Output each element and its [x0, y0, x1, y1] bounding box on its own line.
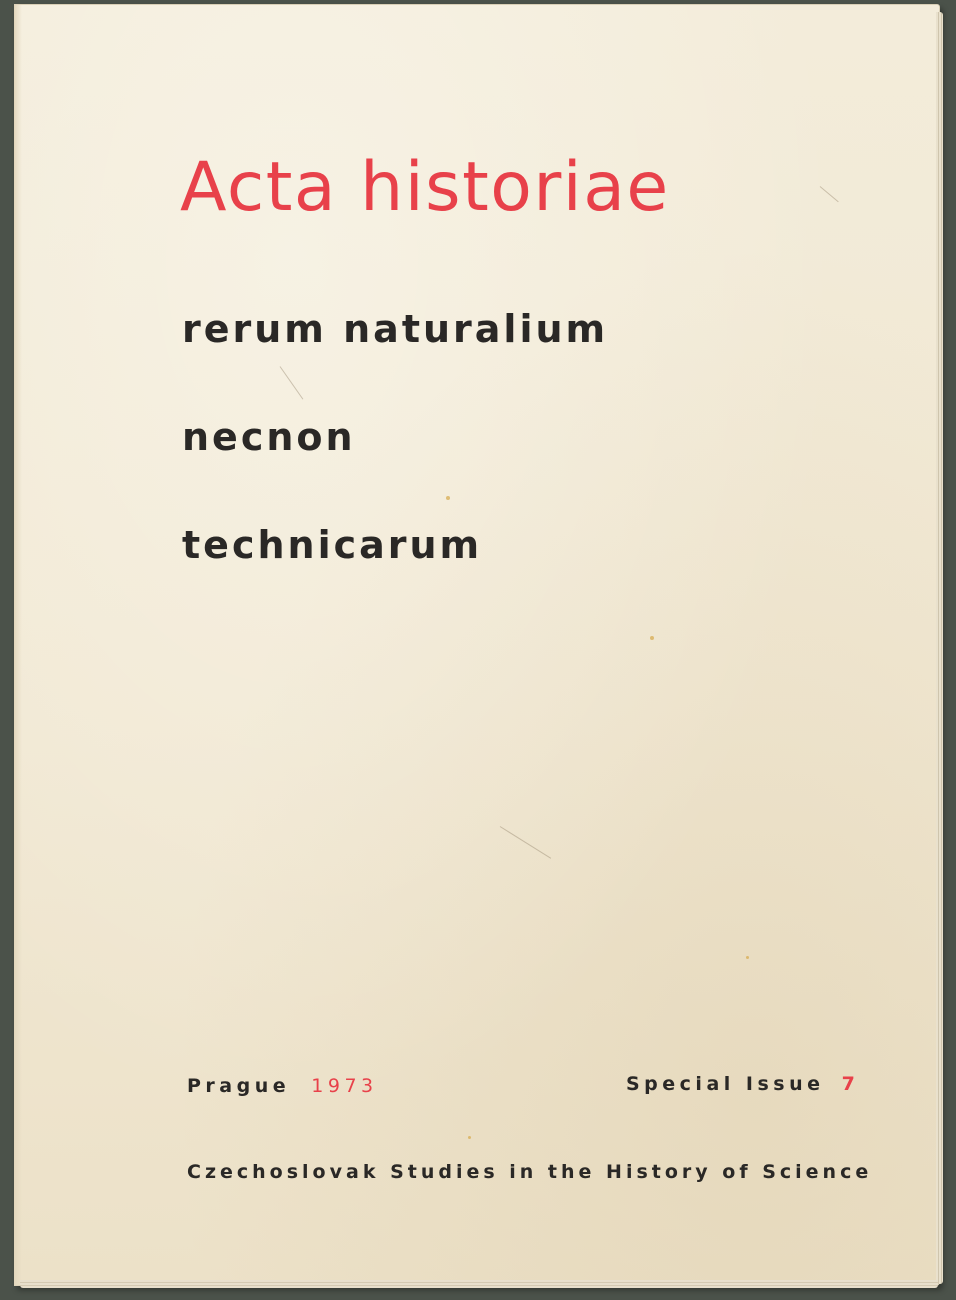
paper-speck [650, 636, 654, 640]
cover-title: Acta historiae [180, 148, 670, 227]
publication-place: Prague [187, 1075, 291, 1097]
subtitle-line-1: rerum naturalium [182, 307, 609, 351]
series-title: Czechoslovak Studies in the History of Science [187, 1161, 873, 1183]
paper-speck [446, 496, 450, 500]
issue-number: 7 [841, 1073, 860, 1095]
issue-info [626, 1075, 859, 1094]
paper-scuff [820, 186, 839, 202]
place-and-year [187, 1077, 378, 1096]
paper-speck [468, 1136, 471, 1139]
paper-speck [746, 956, 749, 959]
issue-label: Special Issue [626, 1073, 825, 1095]
subtitle-line-3: technicarum [182, 523, 483, 567]
paper-scuff [500, 826, 551, 859]
page-edges-bottom [20, 1280, 938, 1288]
subtitle-line-2: necnon [182, 415, 356, 459]
book-cover [14, 4, 940, 1286]
page-edges-right [936, 12, 943, 1284]
paper-scuff [280, 366, 304, 399]
publication-year: 1973 [311, 1075, 378, 1097]
